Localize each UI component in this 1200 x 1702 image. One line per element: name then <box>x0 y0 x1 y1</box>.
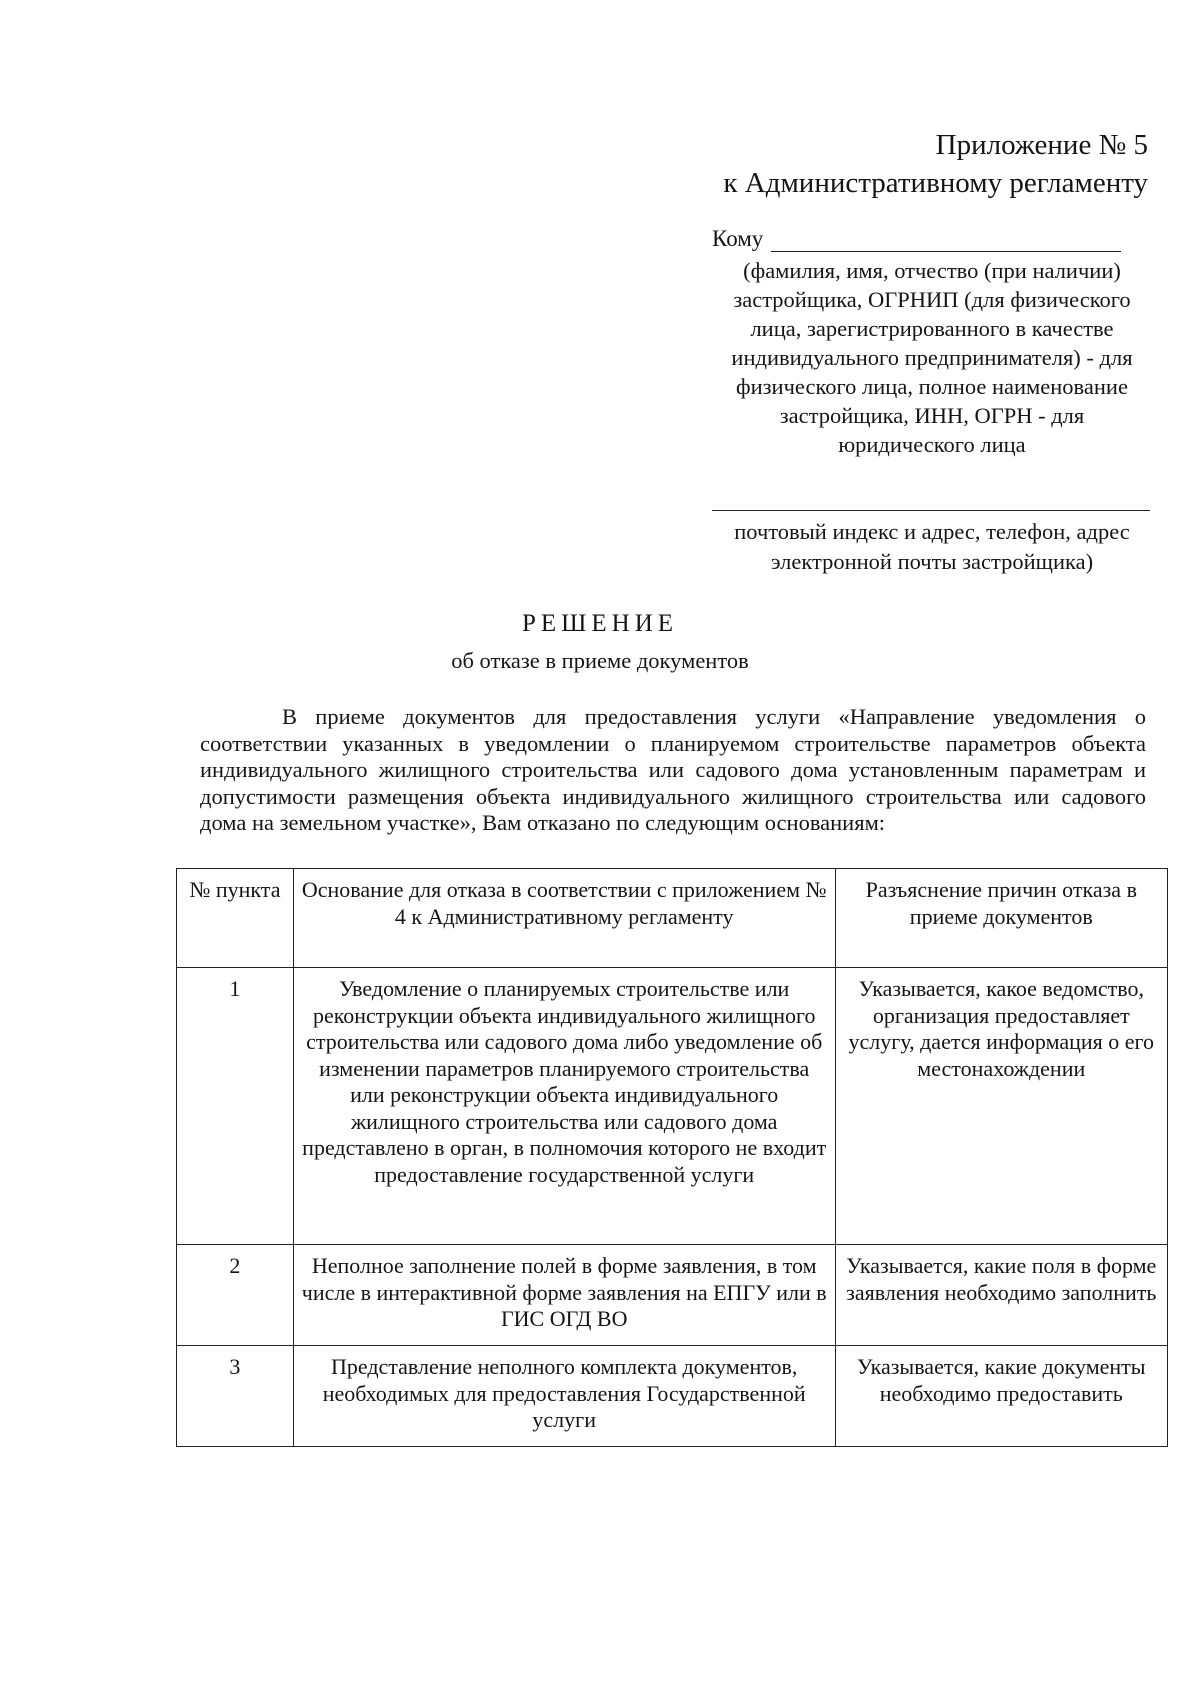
row-number: 2 <box>177 1245 294 1346</box>
header-cell-explanation: Разъяснение причин отказа в приеме документов <box>835 869 1167 968</box>
row-number: 3 <box>177 1346 294 1447</box>
row-explanation: Указывается, какое ведомство, организация предоставляет услугу, дается информация о его местонахождении <box>835 968 1167 1245</box>
decision-title: РЕШЕНИЕ <box>521 610 679 637</box>
row-explanation: Указывается, какие поля в форме заявления необходимо заполнить <box>835 1245 1167 1346</box>
table-row <box>177 1346 1168 1447</box>
refusal-reasons-table <box>176 868 1168 1447</box>
header-cell-reason: Основание для отказа в соответствии с приложением № 4 к Административному регламенту <box>293 869 835 968</box>
row-reason: Уведомление о планируемых строительстве или реконструкции объекта индивидуального жилищного строительства или садового дома либо уведомление об изменении параметров планируемого строительства или реконструкции объекта индивидуального жилищного строительства или садового дома представлено в орган, в полномочия которого не входит предоставление государственной услуги <box>293 968 835 1245</box>
address-blank-line <box>712 510 1150 511</box>
table-row <box>177 1245 1168 1346</box>
appendix-reference: к Административному регламенту <box>723 167 1148 199</box>
row-explanation: Указывается, какие документы необходимо предоставить <box>835 1346 1167 1447</box>
row-reason: Представление неполного комплекта документов, необходимых для предоставления Государственной услуги <box>293 1346 835 1447</box>
decision-body: В приеме документов для предоставления услуги «Направление уведомления о соответствии указанных в уведомлении о планируемом строительстве параметров объекта индивидуального жилищного строительства или садового дома установленным параметрам и допустимости размещения объекта индивидуального жилищного строительства или садового дома на земельном участке», Вам отказано по следующим основаниям: <box>200 704 1146 835</box>
header-cell-number: № пункта <box>177 869 294 968</box>
row-number: 1 <box>177 968 294 1245</box>
table-row <box>177 968 1168 1245</box>
recipient-label: Кому <box>712 226 764 251</box>
recipient-block <box>712 222 1152 459</box>
decision-subtitle: об отказе в приеме документов <box>451 648 749 673</box>
appendix-number: Приложение № 5 <box>935 129 1148 161</box>
row-reason: Неполное заполнение полей в форме заявления, в том числе в интерактивной форме заявления на ЕПГУ или в ГИС ОГД ВО <box>293 1245 835 1346</box>
recipient-note: (фамилия, имя, отчество (при наличии) застройщика, ОГРНИП (для физического лица, зарегистрированного в качестве индивидуального предпринимателя) - для физического лица, полное наименование застройщика, ИНН, ОГРН - для юридического лица <box>731 258 1133 457</box>
recipient-blank-line <box>771 229 1121 252</box>
address-note: почтовый индекс и адрес, телефон, адрес электронной почты застройщика) <box>734 519 1130 574</box>
appendix-header <box>448 128 1148 208</box>
table-header-row <box>177 869 1168 968</box>
